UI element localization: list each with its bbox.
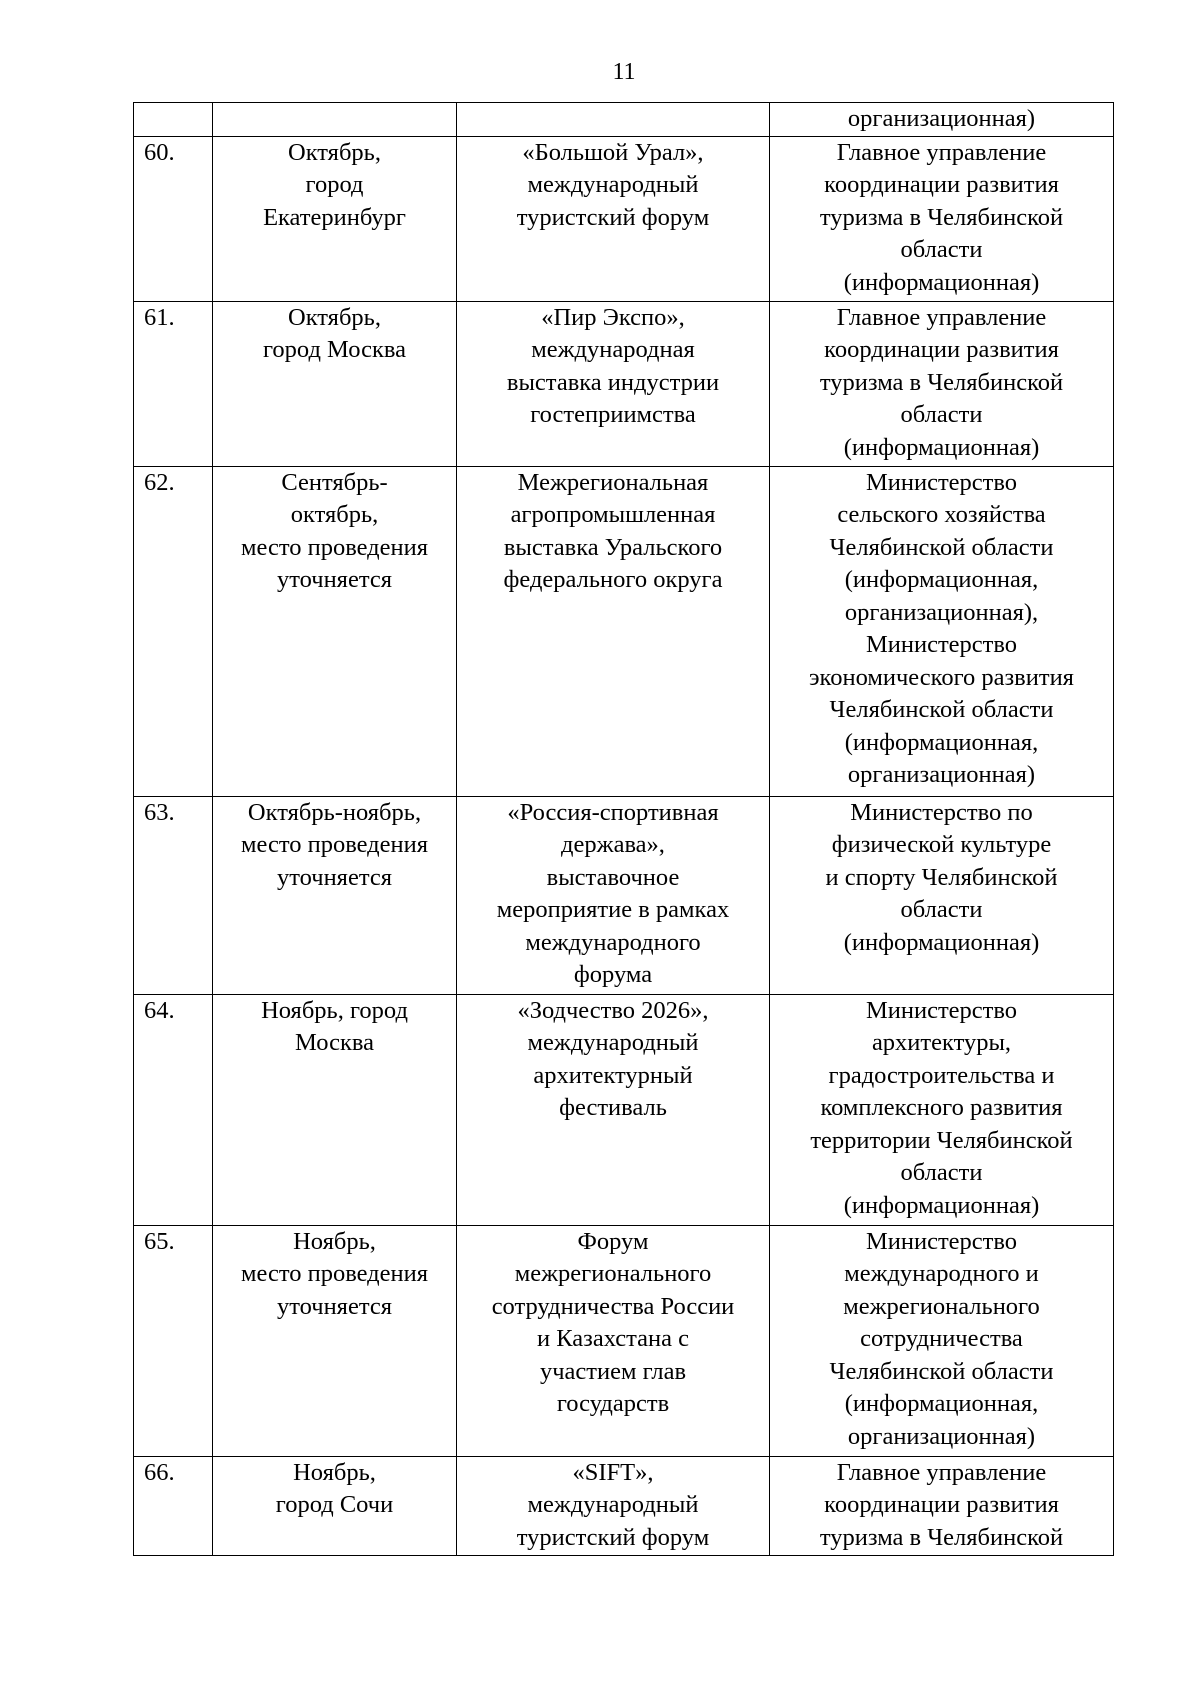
row-number-cell: 60.	[134, 136, 213, 301]
event-cell: Межрегиональная агропромышленная выставка Уральского федерального округа	[457, 466, 770, 796]
date-place-cell: Октябрь, город Москва	[213, 301, 457, 466]
organizer-cell: Главное управление координации развития туризма в Челябинской области (информационная)	[770, 301, 1114, 466]
table-row	[134, 1225, 1114, 1456]
date-place-cell: Октябрь, город Екатеринбург	[213, 136, 457, 301]
organizer-cell: Главное управление координации развития туризма в Челябинской	[770, 1456, 1114, 1555]
table-row	[134, 103, 1114, 137]
row-number-cell: 63.	[134, 796, 213, 994]
event-cell	[457, 103, 770, 137]
event-cell: «Зодчество 2026», международный архитектурный фестиваль	[457, 994, 770, 1225]
table-row	[134, 466, 1114, 796]
organizer-cell: Министерство архитектуры, градостроительства и комплексного развития территории Челябинской области (информационная)	[770, 994, 1114, 1225]
date-place-cell: Октябрь-ноябрь, место проведения уточняется	[213, 796, 457, 994]
table-row	[134, 796, 1114, 994]
date-place-cell: Ноябрь, место проведения уточняется	[213, 1225, 457, 1456]
row-number-cell: 61.	[134, 301, 213, 466]
event-cell: «Россия-спортивная держава», выставочное мероприятие в рамках международного форума	[457, 796, 770, 994]
event-cell: Форум межрегионального сотрудничества России и Казахстана с участием глав государств	[457, 1225, 770, 1456]
table-row	[134, 1456, 1114, 1555]
page-number: 11	[612, 59, 636, 85]
table-row	[134, 301, 1114, 466]
organizer-cell: организационная)	[770, 103, 1114, 137]
event-cell: «SIFT», международный туристский форум	[457, 1456, 770, 1555]
event-cell: «Большой Урал», международный туристский форум	[457, 136, 770, 301]
events-table	[133, 102, 1114, 1556]
organizer-cell: Главное управление координации развития туризма в Челябинской области (информационная)	[770, 136, 1114, 301]
organizer-cell: Министерство международного и межрегионального сотрудничества Челябинской области (информационная, организационная)	[770, 1225, 1114, 1456]
event-cell: «Пир Экспо», международная выставка индустрии гостеприимства	[457, 301, 770, 466]
date-place-cell: Ноябрь, город Сочи	[213, 1456, 457, 1555]
date-place-cell: Ноябрь, город Москва	[213, 994, 457, 1225]
organizer-cell: Министерство сельского хозяйства Челябинской области (информационная, организационная), Министерство экономического развития Челябинской области (информационная, организационная)	[770, 466, 1114, 796]
table-row	[134, 994, 1114, 1225]
date-place-cell	[213, 103, 457, 137]
date-place-cell: Сентябрь- октябрь, место проведения уточняется	[213, 466, 457, 796]
organizer-cell: Министерство по физической культуре и спорту Челябинской области (информационная)	[770, 796, 1114, 994]
row-number-cell: 66.	[134, 1456, 213, 1555]
row-number-cell: 64.	[134, 994, 213, 1225]
table-row	[134, 136, 1114, 301]
row-number-cell: 62.	[134, 466, 213, 796]
row-number-cell	[134, 103, 213, 137]
row-number-cell: 65.	[134, 1225, 213, 1456]
